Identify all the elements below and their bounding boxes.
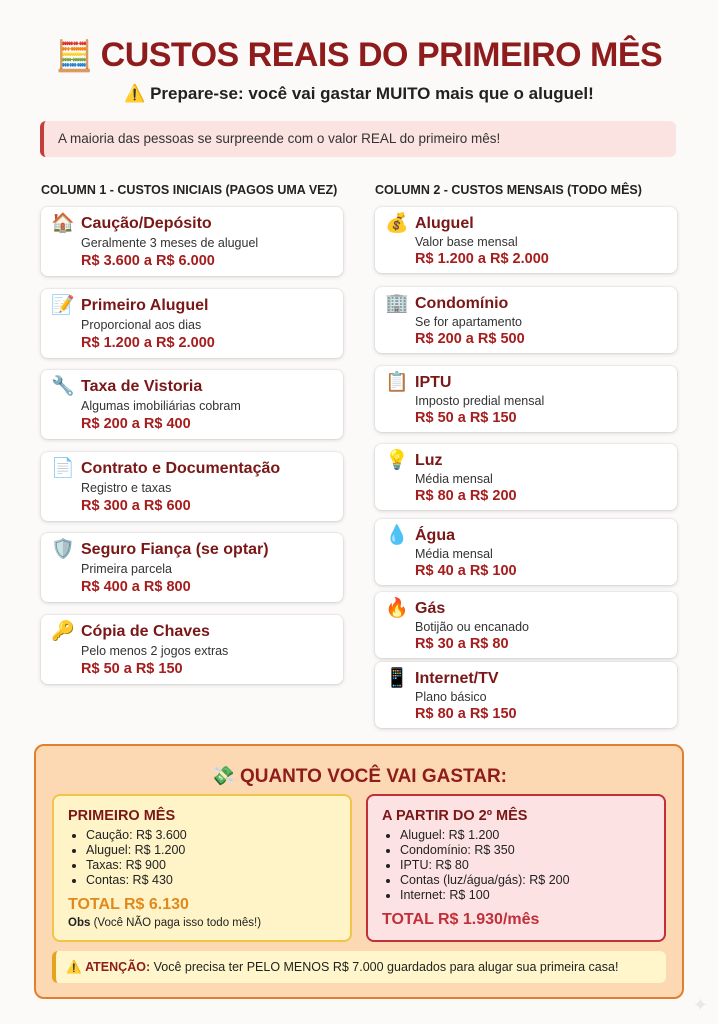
cost-title: Cópia de Chaves (81, 623, 210, 640)
cost-title: Caução/Depósito (81, 215, 212, 232)
summary-panel (34, 744, 684, 999)
cost-subtitle: Imposto predial mensal (415, 394, 545, 408)
cost-title: Condomínio (415, 295, 509, 312)
cost-title: IPTU (415, 374, 452, 391)
cost-subtitle: Primeira parcela (81, 562, 173, 576)
cost-value: R$ 200 a R$ 500 (415, 331, 525, 347)
list-item: • Contas (luz/água/gás): R$ 200 (400, 873, 570, 888)
cost-value: R$ 300 a R$ 600 (81, 498, 191, 514)
cost-card-agua (375, 519, 677, 585)
warning-banner (52, 951, 666, 983)
house-icon: 🏠 (51, 213, 75, 234)
wrench-icon: 🔧 (51, 376, 75, 397)
cost-title: Primeiro Aluguel (81, 297, 209, 314)
page-subtitle (0, 84, 718, 104)
list-item: • Caução: R$ 3.600 (86, 828, 187, 843)
second-month-total: TOTAL R$ 1.930/mês (382, 911, 540, 928)
key-icon: 🔑 (51, 621, 75, 642)
memo-icon: 📝 (51, 295, 75, 316)
cost-subtitle: Média mensal (415, 472, 493, 486)
page-title (0, 36, 718, 75)
cost-title: Seguro Fiança (se optar) (81, 541, 269, 558)
first-month-total: TOTAL R$ 6.130 (68, 896, 189, 913)
clipboard-icon: 📋 (385, 372, 409, 393)
cost-card-primeiro-aluguel (41, 289, 343, 358)
cost-title: Contrato e Documentação (81, 460, 281, 477)
cost-subtitle: Proporcional aos dias (81, 318, 202, 332)
first-month-heading: PRIMEIRO MÊS (68, 808, 176, 824)
money-wings-icon: 💸 (210, 766, 235, 787)
list-item: • Contas: R$ 430 (86, 873, 187, 888)
cost-card-luz (375, 444, 677, 510)
fire-icon: 🔥 (385, 598, 409, 619)
cost-subtitle: Registro e taxas (81, 481, 172, 495)
warning-icon: ⚠️ (124, 84, 146, 103)
summary-title (36, 764, 682, 788)
first-month-obs (68, 917, 261, 929)
cost-card-caucao (41, 207, 343, 276)
cost-card-contrato (41, 452, 343, 521)
page-title-text: CUSTOS REAIS DO PRIMEIRO MÊS (100, 36, 663, 74)
cost-card-vistoria (41, 370, 343, 439)
cost-value: R$ 1.200 a R$ 2.000 (415, 251, 549, 267)
cost-subtitle: Plano básico (415, 690, 487, 704)
page-subtitle-text: Prepare-se: você vai gastar MUITO mais que o aluguel! (150, 84, 594, 103)
cost-value: R$ 400 a R$ 800 (81, 579, 191, 595)
money-bag-icon: 💰 (385, 213, 409, 234)
warning-label: ATENÇÃO: (85, 960, 151, 974)
second-month-box (366, 794, 666, 942)
list-item: • Aluguel: R$ 1.200 (400, 828, 570, 843)
cost-card-aluguel (375, 207, 677, 273)
cost-title: Gás (415, 600, 446, 617)
cost-subtitle: Média mensal (415, 547, 493, 561)
cost-card-condominio (375, 287, 677, 353)
column2-heading: COLUMN 2 - CUSTOS MENSAIS (TODO MÊS) (375, 183, 642, 197)
list-item: • Internet: R$ 100 (400, 888, 570, 903)
cost-subtitle: Botijão ou encanado (415, 620, 529, 634)
document-icon: 📄 (51, 458, 75, 479)
list-item: • Condomínio: R$ 350 (400, 843, 570, 858)
cost-value: R$ 50 a R$ 150 (81, 661, 183, 677)
summary-title-text: QUANTO VOCÊ VAI GASTAR: (239, 766, 508, 787)
building-icon: 🏢 (385, 293, 409, 314)
column1-heading: COLUMN 1 - CUSTOS INICIAIS (PAGOS UMA VEZ) (41, 183, 338, 197)
cost-value: R$ 50 a R$ 150 (415, 410, 517, 426)
sparkle-icon: ✦ (692, 995, 708, 1015)
second-month-list (384, 828, 570, 903)
cost-value: R$ 3.600 a R$ 6.000 (81, 253, 215, 269)
cost-subtitle: Geralmente 3 meses de aluguel (81, 236, 259, 250)
cost-value: R$ 30 a R$ 80 (415, 636, 509, 652)
cost-title: Luz (415, 452, 443, 469)
cost-card-gas (375, 592, 677, 658)
droplet-icon: 💧 (385, 525, 409, 546)
cost-value: R$ 80 a R$ 150 (415, 706, 517, 722)
cost-card-chaves (41, 615, 343, 684)
obs-label: Obs (68, 917, 91, 929)
list-item: • IPTU: R$ 80 (400, 858, 570, 873)
list-item: • Taxas: R$ 900 (86, 858, 187, 873)
first-month-box (52, 794, 352, 942)
cost-card-seguro-fianca (41, 533, 343, 602)
cost-card-internet (375, 662, 677, 728)
warning-text: Você precisa ter PELO MENOS R$ 7.000 guardados para alugar sua primeira casa! (153, 960, 619, 974)
cost-title: Taxa de Vistoria (81, 378, 203, 395)
cost-subtitle: Valor base mensal (415, 235, 518, 249)
cost-subtitle: Algumas imobiliárias cobram (81, 399, 241, 413)
list-item: • Aluguel: R$ 1.200 (86, 843, 187, 858)
cost-value: R$ 200 a R$ 400 (81, 416, 191, 432)
cost-value: R$ 80 a R$ 200 (415, 488, 517, 504)
second-month-heading: A PARTIR DO 2º MÊS (382, 808, 528, 824)
light-bulb-icon: 💡 (385, 450, 409, 471)
warning-icon: ⚠️ (66, 960, 82, 974)
cost-card-iptu (375, 366, 677, 432)
cost-title: Água (415, 527, 455, 544)
cost-title: Internet/TV (415, 670, 499, 687)
info-alert (40, 121, 676, 157)
calculator-icon: 🧮 (55, 40, 93, 73)
cost-value: R$ 1.200 a R$ 2.000 (81, 335, 215, 351)
mobile-phone-icon: 📱 (385, 668, 409, 689)
info-alert-text: A maioria das pessoas se surpreende com o valor REAL do primeiro mês! (58, 131, 501, 146)
obs-text: (Você NÃO paga isso todo mês!) (93, 917, 262, 929)
first-month-list (70, 828, 187, 888)
cost-subtitle: Pelo menos 2 jogos extras (81, 644, 229, 658)
cost-subtitle: Se for apartamento (415, 315, 523, 329)
shield-icon: 🛡️ (51, 539, 75, 560)
cost-value: R$ 40 a R$ 100 (415, 563, 517, 579)
cost-title: Aluguel (415, 215, 474, 232)
